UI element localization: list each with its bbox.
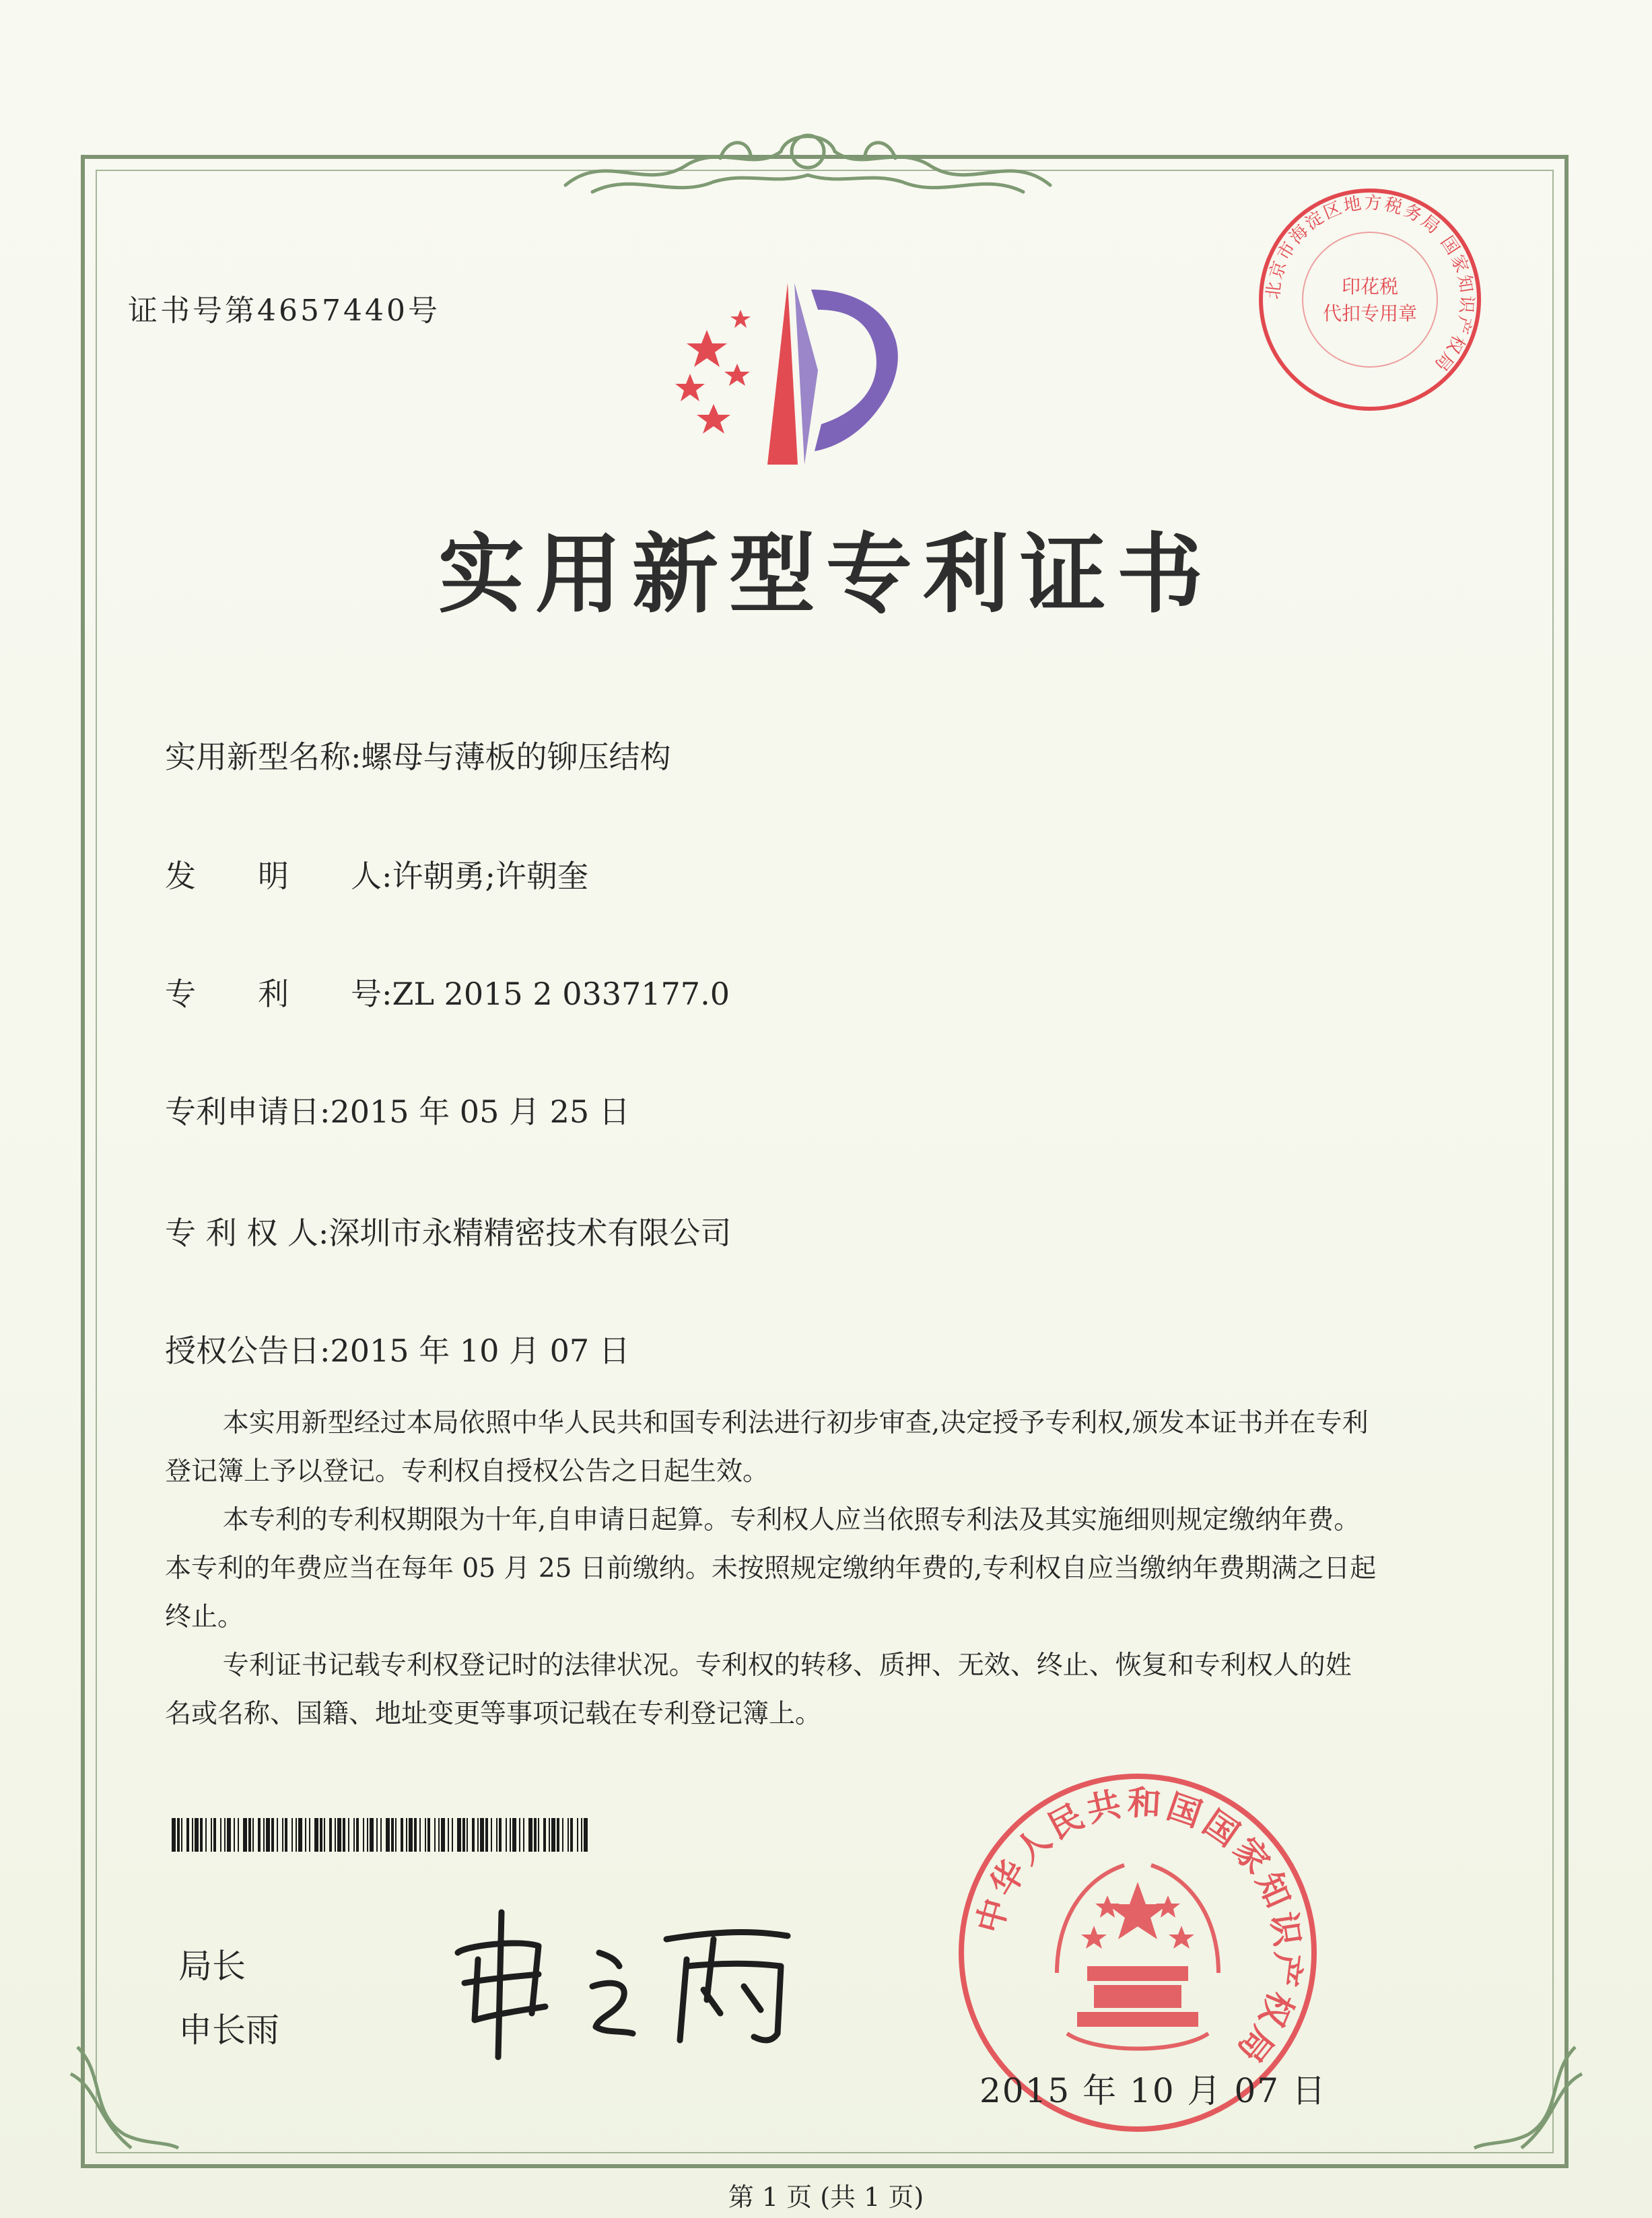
tax-stamp <box>1255 185 1484 414</box>
issue-date: 2015 年 10 月 07 日 <box>979 2071 1327 2110</box>
certificate-body <box>165 1399 1377 1739</box>
field-utility-model-name: 实用新型名称:螺母与薄板的铆压结构 <box>165 739 671 775</box>
svg-text:印花税: 印花税 <box>1341 275 1399 298</box>
svg-text:中华人民共和国国家知识产权局: 中华人民共和国国家知识产权局 <box>969 1782 1308 2073</box>
field-patentee: 专 利 权 人:深圳市永精精密技术有限公司 <box>165 1215 732 1251</box>
top-ornament-icon <box>552 111 1064 205</box>
document-title: 实用新型专利证书 <box>438 524 1214 625</box>
barcode <box>172 1818 589 1852</box>
corner-ornament-icon <box>1468 2034 1589 2155</box>
svg-text:代扣专用章: 代扣专用章 <box>1322 302 1418 325</box>
svg-text:北京市海淀区地方税务局 国家知识产权局: 北京市海淀区地方税务局 国家知识产权局 <box>1263 193 1477 376</box>
director-title: 局长 <box>178 1947 246 1986</box>
field-inventor: 发 明 人:许朝勇;许朝奎 <box>165 858 588 894</box>
body-paragraph: 本实用新型经过本局依照中华人民共和国专利法进行初步审查,决定授予专利权,颁发本证书并在专利登记簿上予以登记。专利权自授权公告之日起生效。 <box>165 1408 1369 1487</box>
certificate-number: 证书号第4657440号 <box>128 294 440 328</box>
field-grant-date: 授权公告日:2015 年 10 月 07 日 <box>165 1333 630 1369</box>
corner-ornament-icon <box>64 2034 185 2155</box>
field-patent-number: 专 利 号:ZL 2015 2 0337177.0 <box>165 976 730 1012</box>
patent-office-emblem-icon <box>660 269 929 471</box>
body-paragraph: 专利证书记载专利权登记时的法律状况。专利权的转移、质押、无效、终止、恢复和专利权人的姓名或名称、国籍、地址变更等事项记载在专利登记簿上。 <box>165 1650 1352 1729</box>
director-name: 申长雨 <box>178 2011 279 2050</box>
body-paragraph: 本专利的专利权期限为十年,自申请日起算。专利权人应当依照专利法及其实施细则规定缴纳年费。本专利的年费应当在每年 05 月 25 日前缴纳。未按照规定缴纳年费的,专利权自应当缴纳年费期满之日起终止。 <box>165 1505 1377 1632</box>
director-signature <box>438 1899 815 2060</box>
page-number: 第 1 页 (共 1 页) <box>728 2182 924 2212</box>
field-application-date: 专利申请日:2015 年 05 月 25 日 <box>165 1094 630 1130</box>
